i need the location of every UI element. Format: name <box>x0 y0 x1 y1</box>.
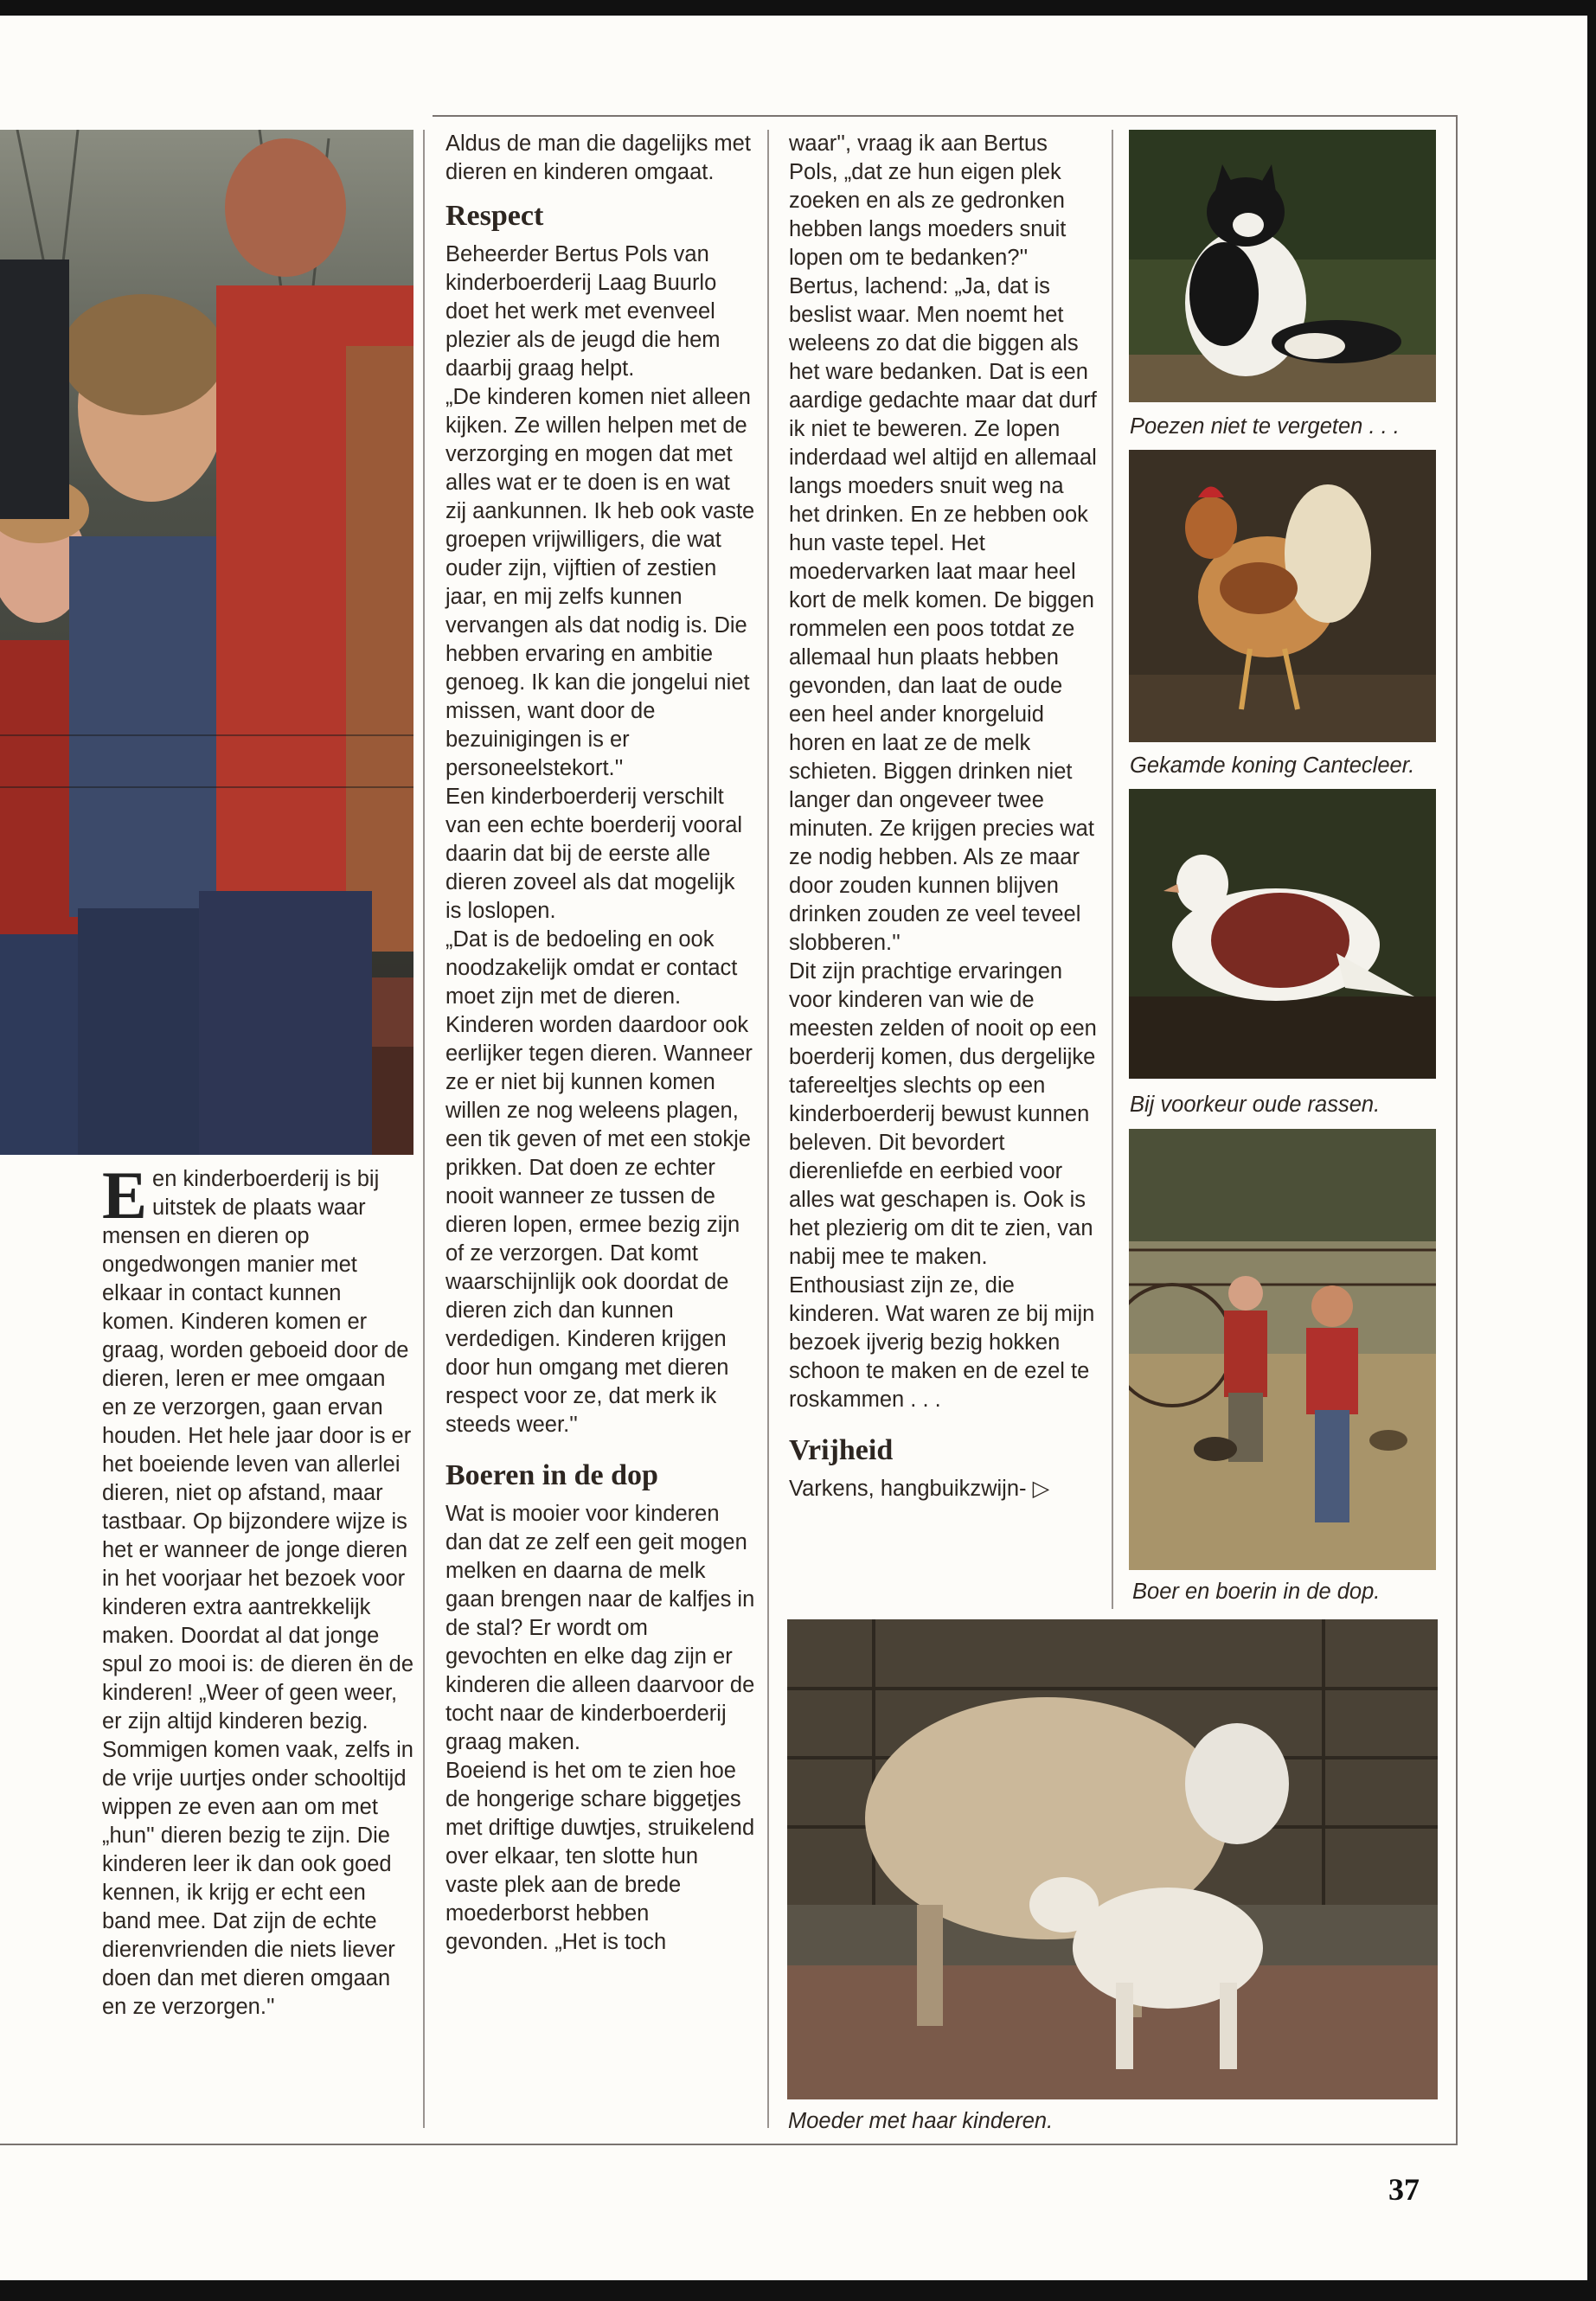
right-border <box>1587 0 1596 2301</box>
col1-text: en kinderboerderij is bij uitstek de plaats waar mensen en dieren op ongedwongen manier met elkaar in contact kunnen komen. Kinderen komen er graag, worden geboeid door de dieren, leren er mee omgaan en ze verzorgen, gaan ervan houden. Het hele jaar door is er het boeiende leven van allerlei dieren, niet op afstand, maar tastbaar. Op bijzondere wijze is het er wanneer de jonge dieren in het voorjaar het bezoek voor kinderen extra aantrekkelijk maken. Doordat al dat jonge spul zo mooi is: de dieren ën de kinderen! „Weer of geen weer, er zijn altijd kinderen bezig. Sommigen komen vaak, zelfs in de vrije uurtjes onder schooltijd wippen ze even aan om met „hun'' dieren bezig te zijn. Die kinderen leer ik dan ook goed kennen, ik krijg er echt een band mee. Dat zijn de echte dierenvrienden die niets liever doen dan met dieren omgaan en ze verzorgen.'' <box>102 1167 414 2019</box>
col2-p6: Boeiend is het om te zien hoe de hongerige schare biggetjes met driftige duwtjes, struikelend over elkaar, ten slotte hun vaste plek aan de brede moederborst hebben gevonden. „Het is toch <box>445 1759 755 1954</box>
sheep-photo <box>787 1619 1438 2099</box>
column-2 <box>445 130 755 1957</box>
caption-rooster: Gekamde koning Cantecleer. <box>1130 753 1415 778</box>
col2-p4: „Dat is de bedoeling en ook noodzakelijk omdat er contact moet zijn met de dieren. Kinderen worden daardoor ook eerlijker tegen dieren. Wanneer ze er niet bij kunnen komen willen ze nog weleens plagen, een tik geven of met een stokje prikken. Dat doen ze echter nooit wanneer ze tussen de dieren lopen, ermee bezig zijn of ze verzorgen. Dat komt waarschijnlijk ook doordat de dieren zich dan kunnen verdedigen. Kinderen krijgen door hun omgang met dieren respect voor ze, dat merk ik steeds weer.'' <box>445 927 753 1437</box>
children-fence-photo <box>0 130 413 1155</box>
col2-p2: „De kinderen komen niet alleen kijken. Ze willen helpen met de verzorging en mogen dat met alles wat er te doen is en wat zij aankunnen. Ik heb ook vaste groepen vrijwilligers, die wat ouder zijn, vijftien of zestien jaar, en mij zelfs kunnen vervangen als dat nodig is. Die hebben ervaring en ambitie genoeg. Ik kan die jongelui niet missen, want door de bezuinigingen is er personeelstekort.'' <box>445 385 755 780</box>
heading-boeren-in-de-dop: Boeren in de dop <box>445 1459 658 1491</box>
bottom-border <box>0 2280 1596 2301</box>
pigeon-photo <box>1129 789 1436 1079</box>
col2-intro: Aldus de man die dagelijks met dieren en kinderen omgaat. <box>445 131 751 184</box>
column-divider-1 <box>423 130 425 2128</box>
heading-vrijheid: Vrijheid <box>789 1434 894 1466</box>
col3-p3: Dit zijn prachtige ervaringen voor kinderen van wie de meesten zelden of nooit op een boerderij komen, dus dergelijke tafereeltjes slechts op een kinderboerderij bewust kunnen beleven. Dit bevordert dierenliefde en eerbied voor alles wat geschapen is. Ook is het plezierig om dit te zien, van nabij mee te maken. Enthousiast zijn ze, die kinderen. Wat waren ze bij mijn bezoek ijverig bezig hokken schoon te maken en de ezel te roskammen . . . <box>789 959 1097 1412</box>
col2-p5: Wat is mooier voor kinderen dan dat ze zelf een geit mogen melken en daarna de melk gaan brengen naar de kalfjes in de stal? Er wordt om gevochten en elke dag zijn er kinderen die alleen daarvoor de tocht naar de kinderboerderij graag maken. <box>445 1502 755 1754</box>
caption-sheep: Moeder met haar kinderen. <box>788 2109 1054 2133</box>
page-number: 37 <box>1388 2172 1420 2207</box>
heading-respect: Respect <box>445 200 544 232</box>
column-1 <box>102 1157 415 2022</box>
frame-right-line <box>1456 115 1458 2145</box>
frame-bottom-line <box>0 2144 1458 2145</box>
column-divider-2 <box>767 130 769 2128</box>
caption-kids: Boer en boerin in de dop. <box>1132 1580 1381 1604</box>
col3-continued-text: Varkens, hangbuikzwijn- <box>789 1477 1027 1501</box>
children-farm-photo <box>1129 1129 1436 1570</box>
col2-p3: Een kinderboerderij verschilt van een echte boerderij vooral daarin dat bij de eerste alle dieren zoveel als dat mogelijk is loslopen. <box>445 785 743 923</box>
column-3 <box>789 130 1100 1503</box>
continue-arrow-icon: ▷ <box>1032 1477 1050 1501</box>
col3-continued <box>789 1475 1100 1503</box>
col3-p2: Bertus, lachend: „Ja, dat is beslist waar. Men noemt het weleens zo dat die biggen als het ware bedanken. Dat is een aardige gedachte maar dat durf ik niet te beweren. Ze lopen inderdaad wel altijd en allemaal langs moeders snuit weg na het drinken. En ze hebben ook hun vaste tepel. Het moedervarken laat maar heel kort de melk komen. De biggen rommelen een poos totdat ze allemaal hun plaats hebben gevonden, dan laat de oude een heel ander knorgeluid horen en laat ze de melk schieten. Biggen drinken niet langer dan ongeveer twee minuten. Ze krijgen precies wat ze nodig hebben. Als ze maar door zouden kunnen blijven drinken zouden ze veel teveel slobberen.'' <box>789 274 1097 955</box>
col2-p1: Beheerder Bertus Pols van kinderboerderij Laag Buurlo doet het werk met evenveel plezier als de jeugd die hem daarbij graag helpt. <box>445 242 721 381</box>
cat-photo <box>1129 130 1436 402</box>
top-border <box>0 0 1596 16</box>
col1-paragraph <box>102 1157 415 2022</box>
rooster-photo <box>1129 450 1436 742</box>
column-divider-3 <box>1112 130 1113 1609</box>
caption-cat: Poezen niet te vergeten . . . <box>1130 414 1400 439</box>
drop-cap: E <box>102 1157 148 1233</box>
col3-p1: waar'', vraag ik aan Bertus Pols, „dat ze hun eigen plek zoeken en als ze gedronken hebben langs moeders snuit lopen om te bedanken?'' <box>789 131 1067 270</box>
caption-pigeon: Bij voorkeur oude rassen. <box>1130 1093 1381 1117</box>
frame-top-line <box>433 115 1458 117</box>
